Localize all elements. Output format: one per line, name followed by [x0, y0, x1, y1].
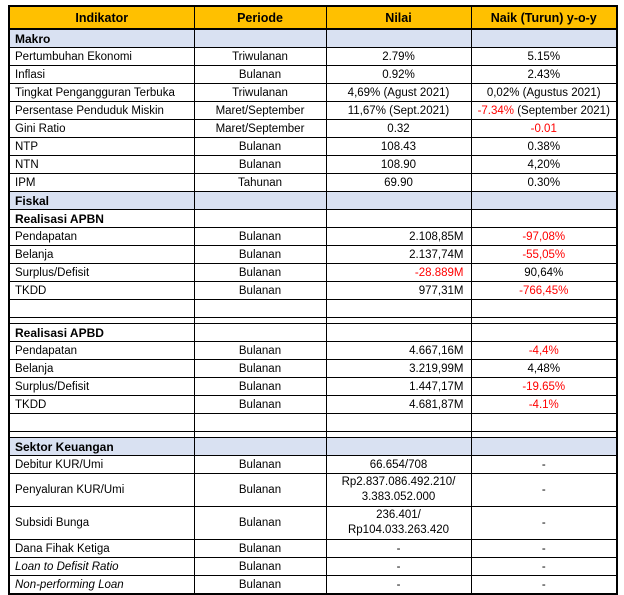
cell-nilai — [326, 438, 471, 456]
negative-value: -0.01 — [530, 122, 557, 135]
cell-nilai: - — [326, 558, 471, 576]
cell-indikator: Dana Fihak Ketiga — [9, 540, 194, 558]
cell-nilai — [326, 414, 471, 432]
cell-naik — [471, 558, 617, 576]
table-row — [9, 174, 617, 192]
column-header-nilai: Nilai — [326, 6, 471, 29]
cell-naik — [471, 174, 617, 192]
cell-naik — [471, 540, 617, 558]
cell-indikator: TKDD — [9, 282, 194, 300]
cell-nilai: 977,31M — [326, 282, 471, 300]
cell-periode — [194, 300, 326, 318]
cell-nilai — [326, 300, 471, 318]
cell-nilai: 66.654/708 — [326, 456, 471, 474]
table-row — [9, 456, 617, 474]
cell-naik — [471, 48, 617, 66]
cell-periode: Triwulanan — [194, 84, 326, 102]
cell-periode: Triwulanan — [194, 48, 326, 66]
cell-periode: Bulanan — [194, 66, 326, 84]
cell-indikator: Makro — [9, 29, 194, 48]
cell-periode: Bulanan — [194, 540, 326, 558]
cell-nilai: 2.137,74M — [326, 246, 471, 264]
table-row — [9, 156, 617, 174]
cell-nilai: 1.447,17M — [326, 378, 471, 396]
cell-nilai: 2.108,85M — [326, 228, 471, 246]
cell-indikator: Surplus/Defisit — [9, 264, 194, 282]
table-row — [9, 120, 617, 138]
section-row — [9, 438, 617, 456]
cell-indikator: Subsidi Bunga — [9, 507, 194, 540]
section-row — [9, 29, 617, 48]
cell-nilai: Rp2.837.086.492.210/ 3.383.052.000 — [326, 474, 471, 507]
cell-indikator: NTP — [9, 138, 194, 156]
cell-naik — [471, 66, 617, 84]
table-row — [9, 558, 617, 576]
cell-indikator: Sektor Keuangan — [9, 438, 194, 456]
cell-naik — [471, 192, 617, 210]
cell-nilai — [326, 29, 471, 48]
cell-indikator: Non-performing Loan — [9, 576, 194, 595]
table-header — [9, 6, 617, 29]
cell-indikator: Belanja — [9, 360, 194, 378]
value-text: - — [541, 542, 546, 555]
table-row — [9, 282, 617, 300]
table-row — [9, 48, 617, 66]
cell-nilai: 3.219,99M — [326, 360, 471, 378]
cell-periode: Bulanan — [194, 576, 326, 595]
cell-nilai — [326, 210, 471, 228]
cell-naik — [471, 456, 617, 474]
cell-periode: Bulanan — [194, 360, 326, 378]
cell-nilai: 108.90 — [326, 156, 471, 174]
table-row — [9, 246, 617, 264]
spacer-row — [9, 414, 617, 432]
table-row — [9, 102, 617, 120]
table-row — [9, 378, 617, 396]
cell-nilai — [326, 192, 471, 210]
negative-value: -4,4% — [528, 344, 559, 357]
cell-periode — [194, 192, 326, 210]
cell-indikator: Realisasi APBN — [9, 210, 194, 228]
value-text: 4,48% — [527, 362, 561, 375]
cell-nilai: 0.92% — [326, 66, 471, 84]
value-text: - — [541, 517, 546, 529]
section-row — [9, 192, 617, 210]
cell-periode: Maret/September — [194, 102, 326, 120]
cell-naik — [471, 360, 617, 378]
cell-nilai: 108.43 — [326, 138, 471, 156]
table-row — [9, 66, 617, 84]
cell-periode — [194, 438, 326, 456]
cell-periode: Bulanan — [194, 378, 326, 396]
cell-indikator: Debitur KUR/Umi — [9, 456, 194, 474]
subheader-row — [9, 210, 617, 228]
negative-value: -19.65% — [522, 380, 566, 393]
cell-periode: Bulanan — [194, 228, 326, 246]
cell-naik — [471, 300, 617, 318]
cell-periode — [194, 414, 326, 432]
column-header-periode: Periode — [194, 6, 326, 29]
cell-indikator: Pendapatan — [9, 228, 194, 246]
cell-periode: Bulanan — [194, 282, 326, 300]
table-row — [9, 84, 617, 102]
cell-periode: Bulanan — [194, 138, 326, 156]
cell-nilai: 4,69% (Agust 2021) — [326, 84, 471, 102]
table-row — [9, 360, 617, 378]
cell-nilai: - — [326, 540, 471, 558]
value-text: 0.30% — [527, 176, 561, 189]
cell-indikator: Surplus/Defisit — [9, 378, 194, 396]
negative-value: -55,05% — [522, 248, 566, 261]
table-row — [9, 576, 617, 595]
cell-naik — [471, 378, 617, 396]
cell-naik — [471, 396, 617, 414]
cell-naik — [471, 438, 617, 456]
value-text: 0.38% — [527, 140, 561, 153]
cell-periode — [194, 324, 326, 342]
cell-naik — [471, 414, 617, 432]
value-text: 2.43% — [527, 68, 561, 81]
value-text: 5.15% — [527, 50, 561, 63]
negative-value: -97,08% — [522, 230, 566, 243]
table-row — [9, 228, 617, 246]
cell-naik — [471, 120, 617, 138]
negative-value: -4.1% — [528, 398, 559, 411]
subheader-row — [9, 324, 617, 342]
value-text: - — [541, 578, 546, 591]
cell-periode — [194, 29, 326, 48]
cell-naik — [471, 228, 617, 246]
cell-naik — [471, 210, 617, 228]
cell-periode: Bulanan — [194, 474, 326, 507]
cell-periode: Bulanan — [194, 558, 326, 576]
cell-indikator: Inflasi — [9, 66, 194, 84]
cell-nilai: 69.90 — [326, 174, 471, 192]
cell-indikator: Loan to Defisit Ratio — [9, 558, 194, 576]
cell-indikator: Gini Ratio — [9, 120, 194, 138]
value-text: 4,20% — [527, 158, 561, 171]
column-header-naik-turun: Naik (Turun) y-o-y — [471, 6, 617, 29]
cell-periode: Bulanan — [194, 342, 326, 360]
table-row — [9, 264, 617, 282]
table-body — [9, 29, 617, 594]
cell-indikator: TKDD — [9, 396, 194, 414]
cell-indikator: Persentase Penduduk Miskin — [9, 102, 194, 120]
cell-indikator: Belanja — [9, 246, 194, 264]
table-row — [9, 396, 617, 414]
cell-indikator: NTN — [9, 156, 194, 174]
cell-naik — [471, 156, 617, 174]
cell-nilai: 4.667,16M — [326, 342, 471, 360]
cell-periode: Bulanan — [194, 156, 326, 174]
cell-nilai: 0.32 — [326, 120, 471, 138]
value-text: - — [541, 458, 546, 471]
cell-nilai: 11,67% (Sept.2021) — [326, 102, 471, 120]
value-text: - — [541, 560, 546, 573]
column-header-indikator: Indikator — [9, 6, 194, 29]
cell-indikator: Penyaluran KUR/Umi — [9, 474, 194, 507]
cell-naik — [471, 576, 617, 595]
cell-nilai: 4.681,87M — [326, 396, 471, 414]
cell-naik — [471, 264, 617, 282]
negative-value: -766,45% — [519, 284, 569, 297]
negative-value: -7.34% — [477, 104, 515, 117]
economic-indicator-table — [8, 5, 618, 595]
cell-periode: Bulanan — [194, 246, 326, 264]
cell-nilai: 2.79% — [326, 48, 471, 66]
cell-naik — [471, 29, 617, 48]
cell-indikator: Pendapatan — [9, 342, 194, 360]
cell-periode: Bulanan — [194, 456, 326, 474]
cell-nilai: - — [326, 576, 471, 595]
cell-periode — [194, 210, 326, 228]
cell-naik — [471, 324, 617, 342]
cell-periode: Bulanan — [194, 396, 326, 414]
cell-indikator: IPM — [9, 174, 194, 192]
table-row — [9, 507, 617, 540]
value-text: 90,64% — [524, 266, 564, 279]
spacer-row — [9, 300, 617, 318]
header-row — [9, 6, 617, 29]
table-row — [9, 138, 617, 156]
table-row — [9, 540, 617, 558]
cell-indikator: Fiskal — [9, 192, 194, 210]
value-text: - — [541, 484, 546, 496]
cell-naik — [471, 342, 617, 360]
cell-naik — [471, 102, 617, 120]
cell-nilai: -28.889M — [326, 264, 471, 282]
value-text: 0,02% (Agustus 2021) — [486, 86, 601, 99]
cell-naik — [471, 84, 617, 102]
cell-naik — [471, 138, 617, 156]
cell-naik — [471, 282, 617, 300]
cell-naik — [471, 474, 617, 507]
value-text: (September 2021) — [514, 104, 610, 117]
cell-indikator — [9, 300, 194, 318]
cell-periode: Bulanan — [194, 507, 326, 540]
cell-indikator — [9, 414, 194, 432]
table-row — [9, 342, 617, 360]
cell-nilai: 236.401/ Rp104.033.263.420 — [326, 507, 471, 540]
cell-periode: Bulanan — [194, 264, 326, 282]
cell-naik — [471, 507, 617, 540]
cell-nilai — [326, 324, 471, 342]
cell-naik — [471, 246, 617, 264]
cell-periode: Maret/September — [194, 120, 326, 138]
cell-periode: Tahunan — [194, 174, 326, 192]
cell-indikator: Realisasi APBD — [9, 324, 194, 342]
cell-indikator: Pertumbuhan Ekonomi — [9, 48, 194, 66]
cell-indikator: Tingkat Pengangguran Terbuka — [9, 84, 194, 102]
table-row — [9, 474, 617, 507]
